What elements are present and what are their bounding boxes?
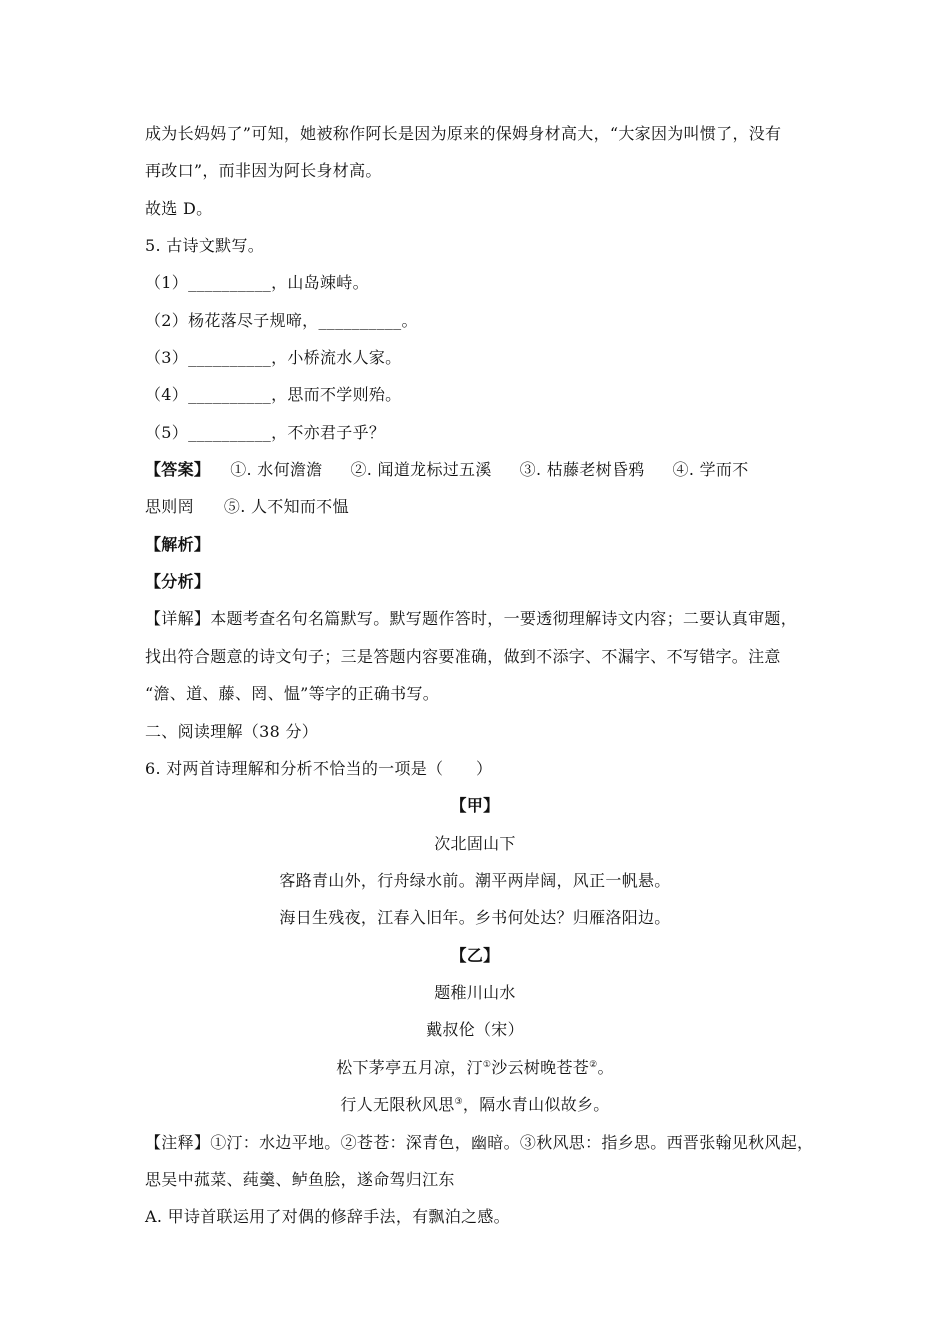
text-line: 故选 D。 [145,199,213,218]
answer-item: ①. 水何澹澹 [230,460,323,479]
question-item: （5）__________，不亦君子乎？ [145,423,386,442]
poem-line: 海日生残夜，江春入旧年。乡书何处达？归雁洛阳边。 [279,908,671,927]
question-item: （2）杨花落尽子规啼，__________。 [145,311,418,330]
footnote-mark: ② [589,1060,598,1070]
footnote-mark: ① [482,1060,492,1070]
detail-line: “澹、道、藤、罔、愠”等字的正确书写。 [145,684,440,703]
poem-label: 【乙】 [450,946,500,965]
poem-label: 【甲】 [450,796,500,815]
answer-line-cont [145,497,349,517]
detail-line: 【详解】本题考查名句名篇默写。默写题作答时，一要透彻理解诗文内容；二要认真审题， [145,609,798,628]
note-line: 【注释】①汀：水边平地。②苍苍：深青色，幽暗。③秋风思：指乡思。西晋张翰见秋风起， [145,1133,814,1152]
answer-label: 【答案】 [145,460,211,479]
answer-item: ⑤. 人不知而不愠 [223,497,349,516]
question-title: 6. 对两首诗理解和分析不恰当的一项是（ ） [145,759,493,778]
note-line: 思吴中菰菜、莼羹、鲈鱼脍，遂命驾归江东 [145,1170,455,1189]
answer-item: ④. 学而不 [672,460,749,479]
poem-title: 次北固山下 [434,834,516,853]
footnote-mark: ③ [454,1097,463,1107]
question-item: （4）__________，思而不学则殆。 [145,385,402,404]
text-line: 成为长妈妈了”可知，她被称作阿长是因为原来的保姆身材高大，“大家因为叫惯了，没有 [145,124,782,143]
poem-line: 行人无限秋风思③，隔水青山似故乡。 [340,1095,610,1114]
answer-line [145,460,749,480]
text-line: 再改口”，而非因为阿长身材高。 [145,161,382,180]
answer-item: 思则罔 [145,497,194,516]
poem-line: 客路青山外，行舟绿水前。潮平两岸阔，风正一帆悬。 [279,871,671,890]
analysis-heading: 【解析】 [145,535,211,554]
detail-line: 找出符合题意的诗文句子；三是答题内容要准确，做到不添字、不漏字、不写错字。注意 [145,647,781,666]
option-a: A. 甲诗首联运用了对偶的修辞手法，有飘泊之感。 [145,1207,510,1226]
answer-item: ②. 闻道龙标过五溪 [350,460,492,479]
question-title: 5. 古诗文默写。 [145,236,265,255]
question-item: （3）__________，小桥流水人家。 [145,348,402,367]
answer-item: ③. 枯藤老树昏鸦 [519,460,645,479]
poem-title: 题稚川山水 [434,983,516,1002]
poem-author: 戴叔伦（宋） [426,1020,524,1039]
analysis-heading: 【分析】 [145,572,211,591]
question-item: （1）__________，山岛竦峙。 [145,273,369,292]
poem-line: 松下茅亭五月凉，汀①沙云树晚苍苍②。 [336,1058,614,1077]
section-heading: 二、阅读理解（38 分） [145,722,319,741]
